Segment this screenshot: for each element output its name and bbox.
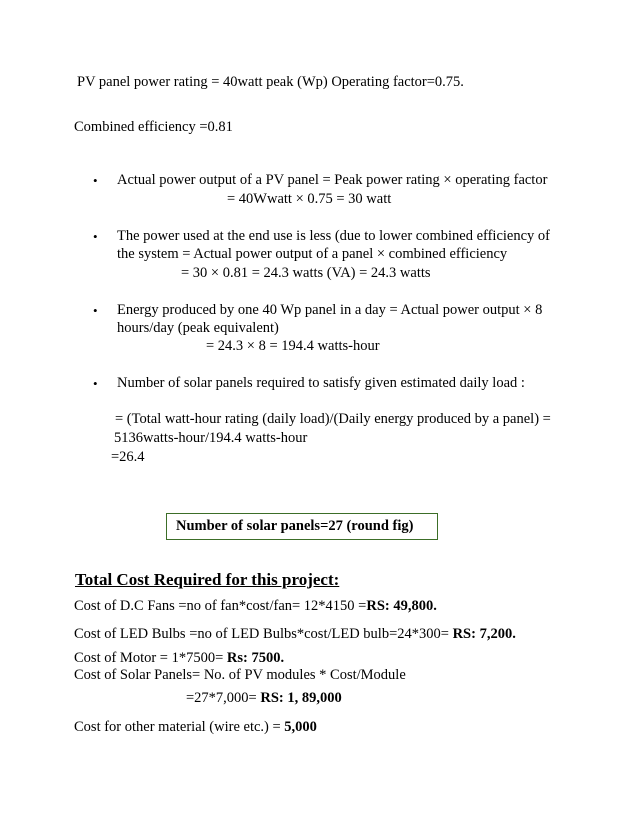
bullet-2-line-1: The power used at the end use is less (due to lower combined efficiency of (117, 228, 550, 244)
bullet-4-line-4: =26.4 (111, 449, 145, 465)
bullet-3-line-3: = 24.3 × 8 = 194.4 watts-hour (206, 338, 380, 354)
fans-cost-value: RS: 49,800. (366, 598, 437, 614)
motor-cost-text: Cost of Motor = 1*7500= (74, 650, 227, 666)
motor-cost-value: Rs: 7500. (226, 650, 285, 666)
bulbs-cost-value: RS: 7,200. (452, 626, 516, 642)
pv-rating-line: PV panel power rating = 40watt peak (Wp) Operating factor=0.75. (77, 74, 464, 90)
fans-cost-line (74, 598, 437, 615)
bullet-2-line-3: = 30 × 0.81 = 24.3 watts (VA) = 24.3 watts (181, 265, 431, 281)
bullet-3-line-1: Energy produced by one 40 Wp panel in a day = Actual power output × 8 (117, 302, 543, 318)
bullet-dot-4: • (93, 376, 98, 391)
result-box (166, 513, 438, 540)
bullet-2-line-2: the system = Actual power output of a panel × combined efficiency (117, 246, 508, 262)
motor-cost-line (74, 650, 284, 667)
other-cost-value: 5,000 (284, 719, 317, 735)
result-box-text: Number of solar panels=27 (round fig) (176, 518, 414, 534)
bullet-4-line-3: 5136watts-hour/194.4 watts-hour (114, 430, 308, 446)
panels-cost-value: RS: 1, 89,000 (260, 690, 342, 706)
bullet-dot-2: • (93, 229, 98, 244)
other-cost-text: Cost for other material (wire etc.) = (74, 719, 285, 735)
bullet-1-line-1: Actual power output of a PV panel = Peak power rating × operating factor (117, 172, 548, 188)
bullet-dot-3: • (93, 303, 98, 318)
bulbs-cost-text: Cost of LED Bulbs =no of LED Bulbs*cost/LED bulb=24*300= (74, 626, 453, 642)
other-cost-line (74, 719, 317, 736)
bullet-1-line-2: = 40Wwatt × 0.75 = 30 watt (227, 191, 392, 207)
bullet-dot-1: • (93, 173, 98, 188)
panels-cost-calc-line (186, 690, 342, 707)
bullet-3-line-2: hours/day (peak equivalent) (117, 320, 279, 336)
panels-cost-calc: =27*7,000= (186, 690, 261, 706)
bullet-4-line-1: Number of solar panels required to satisfy given estimated daily load : (117, 375, 525, 391)
panels-cost-line: Cost of Solar Panels= No. of PV modules * Cost/Module (74, 667, 406, 683)
cost-heading: Total Cost Required for this project: (75, 570, 340, 589)
fans-cost-text: Cost of D.C Fans =no of fan*cost/fan= 12*4150 = (74, 598, 367, 614)
bullet-4-line-2: = (Total watt-hour rating (daily load)/(Daily energy produced by a panel) = (115, 411, 551, 427)
combined-efficiency-line: Combined efficiency =0.81 (74, 119, 233, 135)
bulbs-cost-line (74, 626, 516, 643)
